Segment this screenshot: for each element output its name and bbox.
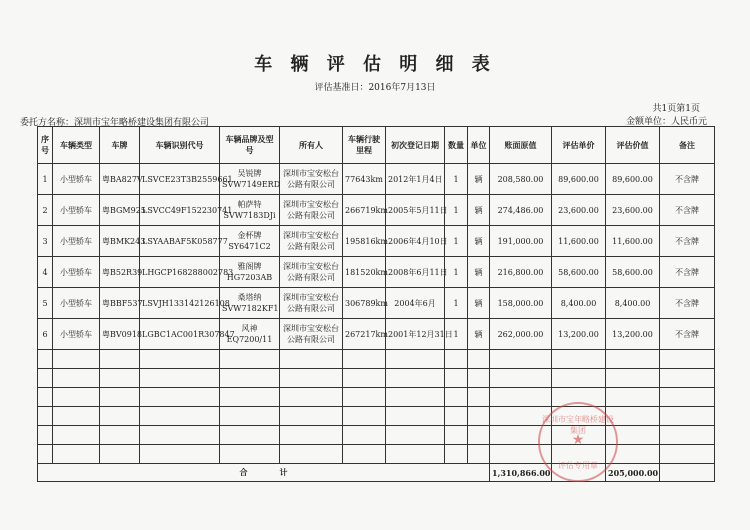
seal-star-icon: ★ bbox=[571, 432, 585, 448]
seal-bottom-text: 评估专用章 bbox=[558, 461, 598, 470]
cell-note: 不含牌 bbox=[660, 288, 715, 319]
table-row bbox=[38, 257, 715, 288]
col-header: 序号 bbox=[38, 127, 53, 164]
table-row bbox=[38, 319, 715, 350]
cell-qty: 1 bbox=[445, 288, 468, 319]
cell-plate: 粤BMK243 bbox=[100, 226, 140, 257]
cell-book-value: 158,000.00 bbox=[490, 288, 552, 319]
cell-unit: 辆 bbox=[468, 288, 490, 319]
cell-owner: 深圳市宝安松台公路有限公司 bbox=[280, 319, 343, 350]
cell-type: 小型轿车 bbox=[53, 257, 100, 288]
cell-brand: 雅阁牌HG7203AB bbox=[220, 257, 280, 288]
cell-plate: 粤BA827V bbox=[100, 164, 140, 195]
cell-vin: LHGCP168288002783 bbox=[140, 257, 220, 288]
cell-appraised-value: 13,200.00 bbox=[606, 319, 660, 350]
official-seal bbox=[538, 402, 618, 482]
cell-vin: LSVCC49F152230741 bbox=[140, 195, 220, 226]
cell-plate: 粤BGM925 bbox=[100, 195, 140, 226]
cell-no: 6 bbox=[38, 319, 53, 350]
cell-type: 小型轿车 bbox=[53, 319, 100, 350]
cell-mileage: 195816km bbox=[343, 226, 386, 257]
col-header: 初次登记日期 bbox=[386, 127, 445, 164]
cell-vin: LGBC1AC001R307847 bbox=[140, 319, 220, 350]
cell-brand: 桑塔纳SVW7182KF1 bbox=[220, 288, 280, 319]
cell-mileage: 266719km bbox=[343, 195, 386, 226]
cell-owner: 深圳市宝安松台公路有限公司 bbox=[280, 257, 343, 288]
blank-row bbox=[38, 388, 715, 407]
cell-owner: 深圳市宝安松台公路有限公司 bbox=[280, 288, 343, 319]
cell-no: 2 bbox=[38, 195, 53, 226]
cell-brand: 金杯牌SY6471C2 bbox=[220, 226, 280, 257]
cell-reg-date: 2005年5月11日 bbox=[386, 195, 445, 226]
cell-unit: 辆 bbox=[468, 257, 490, 288]
cell-book-value: 262,000.00 bbox=[490, 319, 552, 350]
col-header: 账面原值 bbox=[490, 127, 552, 164]
col-header: 评估价值 bbox=[606, 127, 660, 164]
cell-plate: 粤BV0918 bbox=[100, 319, 140, 350]
cell-unit-price: 89,600.00 bbox=[552, 164, 606, 195]
cell-appraised-value: 58,600.00 bbox=[606, 257, 660, 288]
cell-type: 小型轿车 bbox=[53, 226, 100, 257]
cell-unit: 辆 bbox=[468, 195, 490, 226]
cell-unit-price: 8,400.00 bbox=[552, 288, 606, 319]
cell-mileage: 77643km bbox=[343, 164, 386, 195]
total-book-value: 1,310,866.00 bbox=[490, 464, 552, 482]
cell-note: 不含牌 bbox=[660, 164, 715, 195]
cell-note: 不含牌 bbox=[660, 226, 715, 257]
cell-reg-date: 2008年6月11日 bbox=[386, 257, 445, 288]
cell-plate: 粤B52R39 bbox=[100, 257, 140, 288]
cell-unit-price: 23,600.00 bbox=[552, 195, 606, 226]
base-date: 评估基准日：2016年7月13日 bbox=[314, 83, 436, 93]
cell-vin: LSVCE23T3B2559661 bbox=[140, 164, 220, 195]
col-header: 数量 bbox=[445, 127, 468, 164]
page-title: 车 辆 评 估 明 细 表 bbox=[254, 54, 496, 75]
cell-reg-date: 2006年4月10日 bbox=[386, 226, 445, 257]
table-header-row bbox=[38, 127, 715, 164]
total-appraised-value: 205,000.00 bbox=[606, 464, 660, 482]
cell-owner: 深圳市宝安松台公路有限公司 bbox=[280, 226, 343, 257]
col-header: 车辆品牌及型号 bbox=[220, 127, 280, 164]
cell-appraised-value: 11,600.00 bbox=[606, 226, 660, 257]
cell-no: 5 bbox=[38, 288, 53, 319]
table-row bbox=[38, 226, 715, 257]
col-header: 单位 bbox=[468, 127, 490, 164]
col-header: 车辆类型 bbox=[53, 127, 100, 164]
cell-no: 4 bbox=[38, 257, 53, 288]
cell-type: 小型轿车 bbox=[53, 195, 100, 226]
cell-unit: 辆 bbox=[468, 226, 490, 257]
cell-book-value: 208,580.00 bbox=[490, 164, 552, 195]
cell-note: 不含牌 bbox=[660, 257, 715, 288]
col-header: 车牌 bbox=[100, 127, 140, 164]
cell-reg-date: 2012年1月4日 bbox=[386, 164, 445, 195]
table-row bbox=[38, 164, 715, 195]
col-header: 所有人 bbox=[280, 127, 343, 164]
cell-owner: 深圳市宝安松台公路有限公司 bbox=[280, 164, 343, 195]
cell-type: 小型轿车 bbox=[53, 164, 100, 195]
cell-unit: 辆 bbox=[468, 319, 490, 350]
cell-qty: 1 bbox=[445, 164, 468, 195]
cell-vin: LSVJH133142126108 bbox=[140, 288, 220, 319]
cell-reg-date: 2004年6月 bbox=[386, 288, 445, 319]
cell-appraised-value: 89,600.00 bbox=[606, 164, 660, 195]
cell-vin: LSYAABAF5K058777 bbox=[140, 226, 220, 257]
col-header: 车辆识别代号 bbox=[140, 127, 220, 164]
blank-row bbox=[38, 350, 715, 369]
cell-mileage: 306789km bbox=[343, 288, 386, 319]
cell-no: 1 bbox=[38, 164, 53, 195]
col-header: 评估单价 bbox=[552, 127, 606, 164]
cell-note: 不含牌 bbox=[660, 319, 715, 350]
cell-appraised-value: 23,600.00 bbox=[606, 195, 660, 226]
cell-qty: 1 bbox=[445, 257, 468, 288]
cell-type: 小型轿车 bbox=[53, 288, 100, 319]
blank-row bbox=[38, 369, 715, 388]
cell-brand: 风神EQ7200/11 bbox=[220, 319, 280, 350]
col-header: 备注 bbox=[660, 127, 715, 164]
cell-unit-price: 11,600.00 bbox=[552, 226, 606, 257]
cell-mileage: 181520km bbox=[343, 257, 386, 288]
seal-top-text: 深圳市宝年略桥建设集团 bbox=[542, 415, 614, 435]
cell-no: 3 bbox=[38, 226, 53, 257]
table-row bbox=[38, 195, 715, 226]
cell-owner: 深圳市宝安松台公路有限公司 bbox=[280, 195, 343, 226]
page-info: 共1页第1页 bbox=[652, 104, 700, 114]
table-row bbox=[38, 288, 715, 319]
cell-mileage: 267217km bbox=[343, 319, 386, 350]
cell-brand: 帕萨特SVW7183DJi bbox=[220, 195, 280, 226]
cell-qty: 1 bbox=[445, 195, 468, 226]
col-header: 车辆行驶里程 bbox=[343, 127, 386, 164]
cell-note: 不含牌 bbox=[660, 195, 715, 226]
cell-plate: 粤BBF537 bbox=[100, 288, 140, 319]
client-name: 委托方名称：深圳市宝年略桥建设集团有限公司 bbox=[20, 118, 210, 128]
cell-book-value: 274,486.00 bbox=[490, 195, 552, 226]
total-label: 合 计 bbox=[38, 464, 490, 482]
cell-unit-price: 13,200.00 bbox=[552, 319, 606, 350]
cell-book-value: 216,800.00 bbox=[490, 257, 552, 288]
cell-qty: 1 bbox=[445, 226, 468, 257]
cell-book-value: 191,000.00 bbox=[490, 226, 552, 257]
cell-appraised-value: 8,400.00 bbox=[606, 288, 660, 319]
cell-brand: 吴锐牌SVW7149ERD bbox=[220, 164, 280, 195]
cell-unit-price: 58,600.00 bbox=[552, 257, 606, 288]
cell-reg-date: 2001年12月31日 bbox=[386, 319, 445, 350]
cell-qty: 1 bbox=[445, 319, 468, 350]
currency-unit: 金额单位：人民币元 bbox=[625, 117, 707, 127]
cell-unit: 辆 bbox=[468, 164, 490, 195]
